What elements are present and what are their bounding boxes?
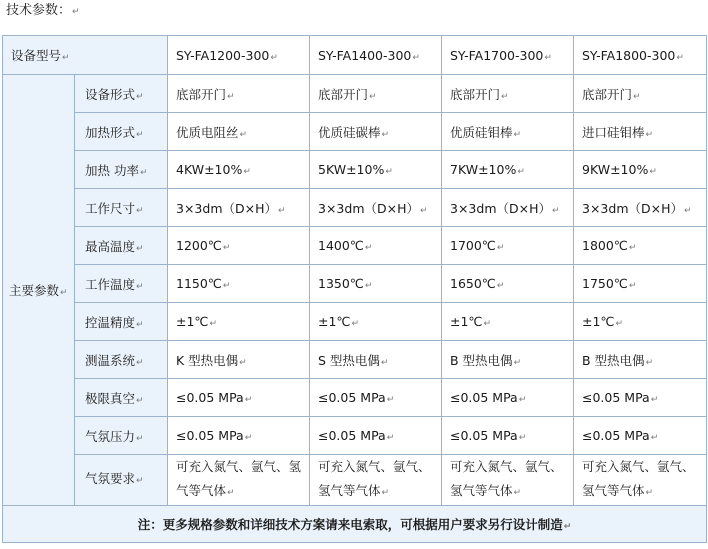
param-row <box>3 189 707 227</box>
param-row <box>3 379 707 417</box>
return-mark-icon: ↵ <box>136 281 144 292</box>
param-value: ±1℃ <box>176 314 209 329</box>
return-mark-icon: ↵ <box>72 7 80 17</box>
param-value-cell <box>574 265 707 303</box>
param-value: B 型热电偶 <box>450 352 513 368</box>
param-value: ≤0.05 MPa <box>582 390 650 405</box>
return-mark-icon: ↵ <box>270 52 278 63</box>
param-value-cell <box>442 417 574 455</box>
param-value: 可充入氮气、氩气、氢气等气体 <box>318 459 431 498</box>
param-value-cell <box>310 189 442 227</box>
return-mark-icon: ↵ <box>278 205 286 216</box>
param-value-cell <box>574 303 707 341</box>
param-row <box>3 75 707 113</box>
return-mark-icon: ↵ <box>136 357 144 368</box>
return-mark-icon: ↵ <box>633 91 641 102</box>
param-row <box>3 455 707 506</box>
param-value: 底部开门 <box>318 86 369 102</box>
return-mark-icon: ↵ <box>381 488 390 498</box>
return-mark-icon: ↵ <box>563 522 572 532</box>
param-value: 4KW±10% <box>176 162 243 177</box>
param-value-cell <box>310 227 442 265</box>
return-mark-icon: ↵ <box>227 488 235 498</box>
param-label-cell <box>75 265 168 303</box>
param-label-cell <box>75 113 168 151</box>
param-value-cell <box>310 151 442 189</box>
return-mark-icon: ↵ <box>513 129 522 140</box>
param-value: 7KW±10% <box>450 162 517 177</box>
param-value: K 型热电偶 <box>176 352 239 368</box>
param-label: 工作温度 <box>85 276 136 292</box>
return-mark-icon: ↵ <box>518 433 527 443</box>
return-mark-icon: ↵ <box>136 433 144 444</box>
param-value-cell <box>310 455 442 506</box>
group-label: 主要参数 <box>9 283 60 298</box>
return-mark-icon: ↵ <box>513 357 522 368</box>
param-value: ≤0.05 MPa <box>318 428 386 443</box>
param-label-cell <box>75 379 168 417</box>
param-value-cell <box>574 189 707 227</box>
param-value: 底部开门 <box>582 86 633 102</box>
param-label: 最高温度 <box>85 238 136 254</box>
param-value: 3×3dm（D×H） <box>582 200 683 216</box>
return-mark-icon: ↵ <box>136 91 144 102</box>
note-text: 注：更多规格参数和详细技术方案请来电索取，可根据用户要求另行设计制造 <box>137 517 563 532</box>
param-value: 优质硅碳棒 <box>318 124 381 140</box>
param-value-cell <box>574 227 707 265</box>
param-label-cell <box>75 189 168 227</box>
param-row <box>3 341 707 379</box>
return-mark-icon: ↵ <box>364 243 373 253</box>
param-row <box>3 417 707 455</box>
param-label: 加热形式 <box>85 124 136 140</box>
param-value: 3×3dm（D×H） <box>176 200 277 216</box>
param-value-cell <box>168 303 310 341</box>
return-mark-icon: ↵ <box>513 488 522 498</box>
param-label-cell <box>75 151 168 189</box>
return-mark-icon: ↵ <box>244 433 253 443</box>
return-mark-icon: ↵ <box>518 395 527 405</box>
param-value: ≤0.05 MPa <box>176 428 244 443</box>
param-value-cell <box>310 75 442 113</box>
return-mark-icon: ↵ <box>552 205 560 216</box>
section-heading: 技术参数：↵ <box>6 3 80 18</box>
return-mark-icon: ↵ <box>412 52 420 63</box>
param-value-cell <box>442 113 574 151</box>
return-mark-icon: ↵ <box>222 243 231 253</box>
return-mark-icon: ↵ <box>243 167 251 177</box>
return-mark-icon: ↵ <box>227 91 235 102</box>
param-value: 底部开门 <box>176 86 227 102</box>
param-value: 1800℃ <box>582 238 628 253</box>
param-label: 气氛压力 <box>85 428 136 444</box>
param-value: 底部开门 <box>450 86 501 102</box>
return-mark-icon: ↵ <box>244 395 253 405</box>
return-mark-icon: ↵ <box>496 281 505 291</box>
param-value-cell <box>442 265 574 303</box>
return-mark-icon: ↵ <box>544 52 552 63</box>
return-mark-icon: ↵ <box>420 205 428 216</box>
param-value: ≤0.05 MPa <box>450 428 518 443</box>
param-value: ≤0.05 MPa <box>318 390 386 405</box>
param-value: ±1℃ <box>318 314 351 329</box>
param-value-cell <box>310 379 442 417</box>
return-mark-icon: ↵ <box>139 167 148 178</box>
param-row <box>3 151 707 189</box>
param-label: 极限真空 <box>85 390 136 406</box>
param-value: 3×3dm（D×H） <box>318 200 419 216</box>
param-value: ±1℃ <box>450 314 483 329</box>
return-mark-icon: ↵ <box>136 476 144 486</box>
param-value-cell <box>574 379 707 417</box>
param-value-cell <box>442 455 574 506</box>
param-value-cell <box>310 113 442 151</box>
param-value-cell <box>168 341 310 379</box>
note-cell <box>3 506 707 543</box>
param-value-cell <box>574 417 707 455</box>
return-mark-icon: ↵ <box>364 281 373 291</box>
return-mark-icon: ↵ <box>483 319 492 329</box>
param-value: ≤0.05 MPa <box>582 428 650 443</box>
return-mark-icon: ↵ <box>628 281 637 291</box>
return-mark-icon: ↵ <box>136 395 144 406</box>
param-value-cell <box>442 75 574 113</box>
param-value-cell <box>574 341 707 379</box>
return-mark-icon: ↵ <box>369 91 377 102</box>
model-cell: SY-FA1800-300↵ <box>574 36 707 75</box>
param-label: 测温系统 <box>85 352 136 368</box>
param-value-cell <box>168 75 310 113</box>
param-value-cell <box>168 151 310 189</box>
param-value: 可充入氮气、氩气、氢气等气体 <box>176 459 302 498</box>
note-row <box>3 506 707 543</box>
param-value: 优质电阻丝 <box>176 124 239 140</box>
param-label-cell <box>75 75 168 113</box>
param-value: 可充入氮气、氩气、氢气等气体 <box>582 459 695 498</box>
param-row <box>3 227 707 265</box>
return-mark-icon: ↵ <box>351 319 360 329</box>
return-mark-icon: ↵ <box>684 205 692 216</box>
param-row <box>3 303 707 341</box>
param-value-cell <box>310 417 442 455</box>
param-value-cell <box>442 151 574 189</box>
return-mark-icon: ↵ <box>239 129 248 140</box>
return-mark-icon: ↵ <box>222 281 231 291</box>
param-label: 工作尺寸 <box>85 200 136 216</box>
param-value-cell <box>168 227 310 265</box>
return-mark-icon: ↵ <box>615 319 624 329</box>
param-value: S 型热电偶 <box>318 352 380 368</box>
param-label-cell <box>75 303 168 341</box>
return-mark-icon: ↵ <box>385 167 393 177</box>
model-row <box>3 36 707 75</box>
param-value-cell <box>574 113 707 151</box>
model-cell: SY-FA1400-300↵ <box>310 36 442 75</box>
return-mark-icon: ↵ <box>650 395 659 405</box>
return-mark-icon: ↵ <box>517 167 525 177</box>
param-value: 1400℃ <box>318 238 364 253</box>
param-value-cell <box>310 303 442 341</box>
return-mark-icon: ↵ <box>239 357 247 368</box>
param-value-cell <box>574 455 707 506</box>
return-mark-icon: ↵ <box>649 167 657 177</box>
return-mark-icon: ↵ <box>60 288 68 298</box>
return-mark-icon: ↵ <box>136 205 144 216</box>
spec-table <box>2 35 707 543</box>
param-value-cell <box>168 113 310 151</box>
param-value: 9KW±10% <box>582 162 649 177</box>
return-mark-icon: ↵ <box>650 433 659 443</box>
return-mark-icon: ↵ <box>628 243 637 253</box>
param-label-cell <box>75 227 168 265</box>
return-mark-icon: ↵ <box>136 319 144 330</box>
return-mark-icon: ↵ <box>386 433 395 443</box>
param-value: 1350℃ <box>318 276 364 291</box>
param-label: 加热 功率 <box>85 162 139 178</box>
param-value: B 型热电偶 <box>582 352 645 368</box>
param-value-cell <box>442 341 574 379</box>
param-row <box>3 113 707 151</box>
param-label: 设备形式 <box>85 86 136 102</box>
return-mark-icon: ↵ <box>62 53 70 63</box>
param-value-cell <box>574 151 707 189</box>
param-value: 可充入氮气、氩气、氢气等气体 <box>450 459 563 498</box>
param-value: ≤0.05 MPa <box>450 390 518 405</box>
param-value: ≤0.05 MPa <box>176 390 244 405</box>
param-value: 1750℃ <box>582 276 628 291</box>
param-value-cell <box>168 265 310 303</box>
param-value: 1150℃ <box>176 276 222 291</box>
param-value: ±1℃ <box>582 314 615 329</box>
param-value-cell <box>442 379 574 417</box>
param-value: 优质硅钼棒 <box>450 124 513 140</box>
param-label-cell <box>75 341 168 379</box>
param-value-cell <box>442 227 574 265</box>
param-label: 气氛要求 <box>85 471 136 486</box>
return-mark-icon: ↵ <box>380 357 389 368</box>
param-value-cell <box>310 341 442 379</box>
param-value-cell <box>442 303 574 341</box>
return-mark-icon: ↵ <box>645 129 654 140</box>
return-mark-icon: ↵ <box>496 243 505 253</box>
param-label: 控温精度 <box>85 314 136 330</box>
return-mark-icon: ↵ <box>136 129 144 140</box>
param-value-cell <box>168 455 310 506</box>
model-label: 设备型号↵ <box>3 36 168 75</box>
param-value-cell <box>310 265 442 303</box>
param-value: 3×3dm（D×H） <box>450 200 551 216</box>
return-mark-icon: ↵ <box>381 129 390 140</box>
param-value: 1200℃ <box>176 238 222 253</box>
return-mark-icon: ↵ <box>209 319 218 329</box>
param-value: 进口硅钼棒 <box>582 124 645 140</box>
return-mark-icon: ↵ <box>386 395 395 405</box>
model-cell: SY-FA1700-300↵ <box>442 36 574 75</box>
param-value-cell <box>168 189 310 227</box>
return-mark-icon: ↵ <box>501 91 509 102</box>
param-value-cell <box>168 417 310 455</box>
return-mark-icon: ↵ <box>676 52 684 63</box>
param-value: 1650℃ <box>450 276 496 291</box>
model-cell: SY-FA1200-300↵ <box>168 36 310 75</box>
param-value-cell <box>168 379 310 417</box>
param-value-cell <box>442 189 574 227</box>
return-mark-icon: ↵ <box>136 243 144 254</box>
param-label-cell <box>75 417 168 455</box>
param-value-cell <box>574 75 707 113</box>
param-label-cell <box>75 455 168 506</box>
return-mark-icon: ↵ <box>645 488 654 498</box>
param-row <box>3 265 707 303</box>
group-label-cell <box>3 75 75 506</box>
param-value: 1700℃ <box>450 238 496 253</box>
param-value: 5KW±10% <box>318 162 385 177</box>
return-mark-icon: ↵ <box>645 357 654 368</box>
